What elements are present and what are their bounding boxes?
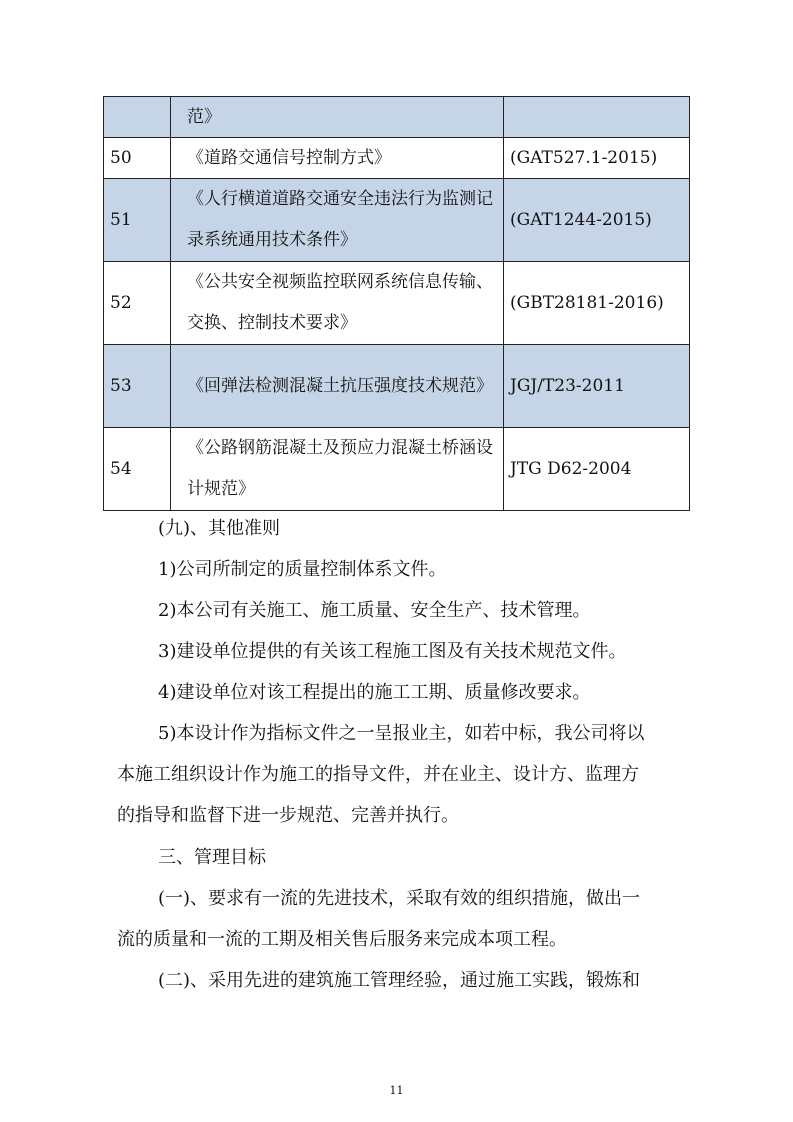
- standards-table: [103, 96, 690, 511]
- row-number: 53: [104, 345, 171, 428]
- standard-code: (GBT28181-2016): [504, 262, 690, 345]
- row-number: 51: [104, 179, 171, 262]
- standard-name: 《公路钢筋混凝土及预应力混凝土桥涵设计规范》: [171, 428, 504, 511]
- standard-code: (GAT527.1-2015): [504, 138, 690, 179]
- paragraph: 3)建设单位提供的有关该工程施工图及有关技术规范文件。: [158, 641, 627, 662]
- paragraph: (一)、要求有一流的先进技术，采取有效的组织措施，做出一: [158, 888, 641, 909]
- paragraph: (二)、采用先进的建筑施工管理经验，通过施工实践，锻炼和: [158, 970, 641, 991]
- standard-name: 《回弹法检测混凝土抗压强度技术规范》: [171, 345, 504, 428]
- paragraph: 1)公司所制定的质量控制体系文件。: [158, 559, 447, 580]
- paragraph: 2)本公司有关施工、施工质量、安全生产、技术管理。: [158, 600, 591, 621]
- paragraph: 4)建设单位对该工程提出的施工工期、质量修改要求。: [158, 682, 591, 703]
- standard-name: 《道路交通信号控制方式》: [171, 138, 504, 179]
- row-number: 52: [104, 262, 171, 345]
- standard-code: (GAT1244-2015): [504, 179, 690, 262]
- standard-code: JTG D62-2004: [504, 428, 690, 511]
- row-number: [104, 97, 171, 138]
- table-row: [104, 97, 690, 138]
- section-heading-other-criteria: (九)、其他准则: [158, 518, 281, 539]
- table-row: [104, 345, 690, 428]
- table-row: [104, 428, 690, 511]
- section-heading-management-goals: 三、管理目标: [158, 847, 266, 868]
- standard-name: 《公共安全视频监控联网系统信息传输、交换、控制技术要求》: [171, 262, 504, 345]
- page-number: 11: [389, 1084, 404, 1097]
- table-row: [104, 138, 690, 179]
- standard-name: 《人行横道道路交通安全违法行为监测记录系统通用技术条件》: [171, 179, 504, 262]
- table-row: [104, 179, 690, 262]
- paragraph: 流的质量和一流的工期及相关售后服务来完成本项工程。: [117, 929, 567, 950]
- row-number: 54: [104, 428, 171, 511]
- standard-code: JGJ/T23-2011: [504, 345, 690, 428]
- paragraph: 5)本设计作为指标文件之一呈报业主，如若中标，我公司将以: [158, 723, 645, 744]
- paragraph: 本施工组织设计作为施工的指导文件，并在业主、设计方、监理方: [117, 764, 639, 785]
- standard-name: 范》: [171, 97, 504, 138]
- row-number: 50: [104, 138, 171, 179]
- table-row: [104, 262, 690, 345]
- standard-code: [504, 97, 690, 138]
- paragraph: 的指导和监督下进一步规范、完善并执行。: [117, 805, 459, 826]
